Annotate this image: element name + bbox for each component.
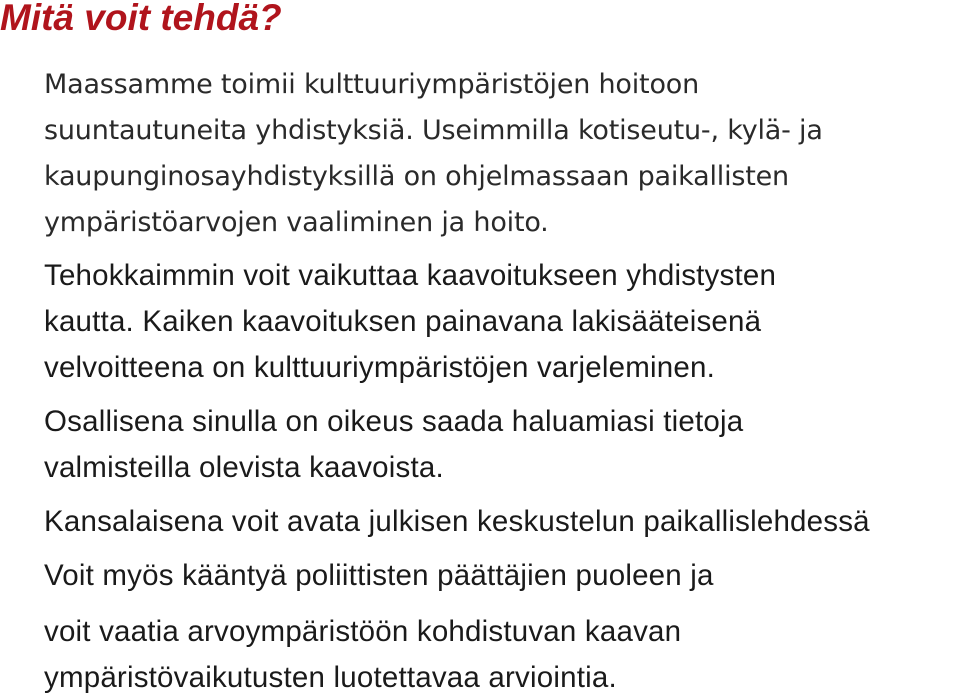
text-line: Voit myös kääntyä poliittisten päättäjien puoleen ja [44, 559, 714, 592]
text-line: Tehokkaimmin voit vaikuttaa kaavoitukseen yhdistysten [44, 259, 777, 292]
text-line: ympäristöarvojen vaaliminen ja hoito. [44, 207, 549, 238]
text-line: Maassamme toimii kulttuuriympäristöjen hoitoon [44, 69, 699, 100]
text-line: ympäristövaikutusten luotettavaa arviointia. [44, 661, 617, 694]
slide-title: Mitä voit tehdä? [0, 0, 282, 38]
text-line: kaupunginosayhdistyksillä on ohjelmassaan paikallisten [44, 161, 789, 192]
text-line: valmisteilla olevista kaavoista. [44, 451, 444, 484]
text-line: velvoitteena on kulttuuriympäristöjen varjeleminen. [44, 351, 716, 384]
text-line: kautta. Kaiken kaavoituksen painavana lakisääteisenä [44, 305, 762, 338]
text-line: Osallisena sinulla on oikeus saada haluamiasi tietoja [44, 405, 744, 438]
text-line: voit vaatia arvoympäristöön kohdistuvan kaavan [44, 615, 682, 648]
text-line: suuntautuneita yhdistyksiä. Useimmilla kotiseutu-, kylä- ja [44, 115, 823, 146]
text-line: Kansalaisena voit avata julkisen keskustelun paikallislehdessä [44, 505, 870, 538]
